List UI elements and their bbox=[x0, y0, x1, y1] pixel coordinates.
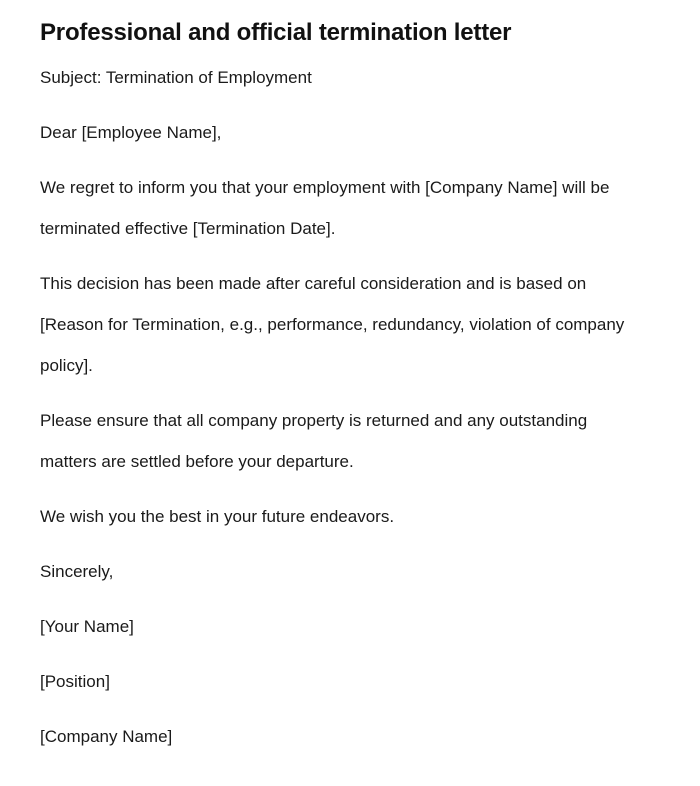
letter-paragraph-reason: This decision has been made after careful consideration and is based on [Reason for Termination, e.g., performance, redundancy, violation of company policy]. bbox=[40, 274, 625, 375]
letter-paragraph-salutation: Dear [Employee Name], bbox=[40, 123, 222, 142]
letter-paragraph-wishes: We wish you the best in your future endeavors. bbox=[40, 507, 395, 526]
letter-paragraph-notice: We regret to inform you that your employment with [Company Name] will be terminated effective [Termination Date]. bbox=[40, 178, 610, 238]
letter-paragraph-closing: Sincerely, bbox=[40, 562, 114, 581]
letter-body bbox=[40, 57, 640, 757]
signature-your-name: [Your Name] bbox=[40, 617, 134, 636]
page-title: Professional and official termination letter bbox=[40, 19, 512, 46]
letter-paragraph-property: Please ensure that all company property is returned and any outstanding matters are settled before your departure. bbox=[40, 411, 588, 471]
signature-company-name: [Company Name] bbox=[40, 727, 173, 746]
letter-paragraph-subject: Subject: Termination of Employment bbox=[40, 68, 312, 87]
signature-position: [Position] bbox=[40, 672, 110, 691]
